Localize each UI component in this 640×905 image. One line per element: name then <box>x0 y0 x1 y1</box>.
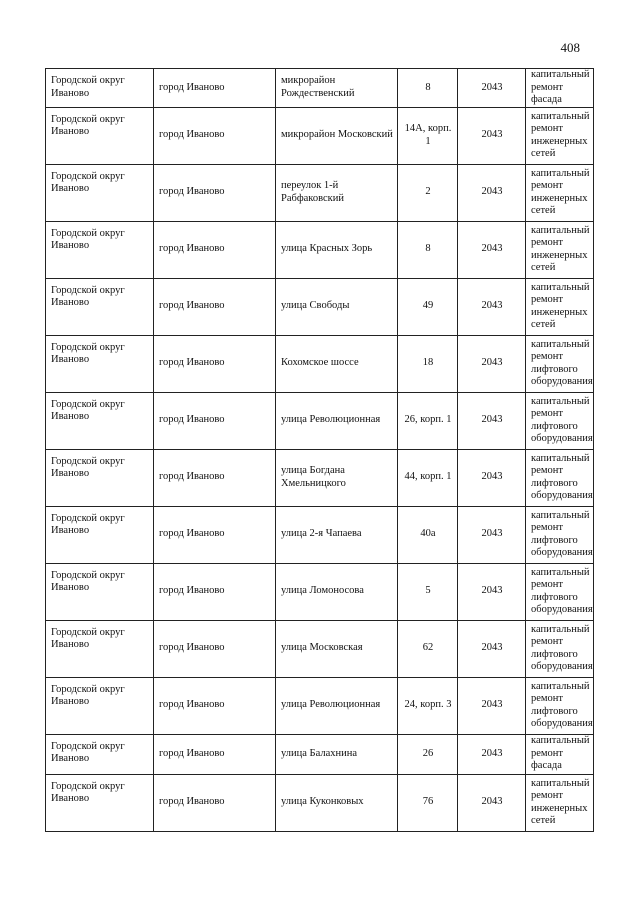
year-cell: 2043 <box>458 506 526 563</box>
year-cell: 2043 <box>458 164 526 221</box>
street-cell: улица Куконковых <box>276 774 398 831</box>
street-cell: улица Красных Зорь <box>276 221 398 278</box>
year-cell: 2043 <box>458 107 526 164</box>
municipality-cell: Городской округ Иваново <box>46 392 154 449</box>
table-row <box>46 734 594 774</box>
table-body <box>46 69 594 832</box>
house-number-cell: 26 <box>398 734 458 774</box>
table-row <box>46 335 594 392</box>
settlement-cell: город Иваново <box>154 506 276 563</box>
house-number-cell: 76 <box>398 774 458 831</box>
street-cell: улица Революционная <box>276 392 398 449</box>
street-cell: улица Революционная <box>276 677 398 734</box>
municipality-cell: Городской округ Иваново <box>46 164 154 221</box>
table-row <box>46 392 594 449</box>
table-row <box>46 774 594 831</box>
house-number-cell: 26, корп. 1 <box>398 392 458 449</box>
street-cell: микрорайон Рождественский <box>276 69 398 108</box>
house-number-cell: 62 <box>398 620 458 677</box>
settlement-cell: город Иваново <box>154 774 276 831</box>
house-number-cell: 49 <box>398 278 458 335</box>
work-type-cell: капитальный ремонт инженерных сетей <box>526 164 594 221</box>
work-type-cell: капитальный ремонт лифтового оборудования <box>526 677 594 734</box>
house-number-cell: 40а <box>398 506 458 563</box>
street-cell: Кохомское шоссе <box>276 335 398 392</box>
year-cell: 2043 <box>458 734 526 774</box>
municipality-cell: Городской округ Иваново <box>46 335 154 392</box>
table-row <box>46 69 594 108</box>
table-row <box>46 563 594 620</box>
year-cell: 2043 <box>458 620 526 677</box>
settlement-cell: город Иваново <box>154 278 276 335</box>
municipality-cell: Городской округ Иваново <box>46 278 154 335</box>
table-row <box>46 107 594 164</box>
work-type-cell: капитальный ремонт инженерных сетей <box>526 278 594 335</box>
work-type-cell: капитальный ремонт инженерных сетей <box>526 221 594 278</box>
street-cell: микрорайон Московский <box>276 107 398 164</box>
house-number-cell: 8 <box>398 221 458 278</box>
street-cell: улица Богдана Хмельницкого <box>276 449 398 506</box>
table-row <box>46 221 594 278</box>
work-type-cell: капитальный ремонт фасада <box>526 69 594 108</box>
municipality-cell: Городской округ Иваново <box>46 506 154 563</box>
street-cell: улица Свободы <box>276 278 398 335</box>
table-row <box>46 449 594 506</box>
work-type-cell: капитальный ремонт инженерных сетей <box>526 774 594 831</box>
year-cell: 2043 <box>458 392 526 449</box>
municipality-cell: Городской округ Иваново <box>46 107 154 164</box>
house-number-cell: 2 <box>398 164 458 221</box>
municipality-cell: Городской округ Иваново <box>46 69 154 108</box>
house-number-cell: 24, корп. 3 <box>398 677 458 734</box>
municipality-cell: Городской округ Иваново <box>46 774 154 831</box>
year-cell: 2043 <box>458 677 526 734</box>
settlement-cell: город Иваново <box>154 164 276 221</box>
work-type-cell: капитальный ремонт лифтового оборудования <box>526 620 594 677</box>
year-cell: 2043 <box>458 69 526 108</box>
house-number-cell: 5 <box>398 563 458 620</box>
street-cell: улица Ломоносова <box>276 563 398 620</box>
municipality-cell: Городской округ Иваново <box>46 677 154 734</box>
settlement-cell: город Иваново <box>154 107 276 164</box>
settlement-cell: город Иваново <box>154 563 276 620</box>
work-type-cell: капитальный ремонт лифтового оборудования <box>526 563 594 620</box>
table-row <box>46 164 594 221</box>
year-cell: 2043 <box>458 449 526 506</box>
year-cell: 2043 <box>458 278 526 335</box>
settlement-cell: город Иваново <box>154 335 276 392</box>
municipality-cell: Городской округ Иваново <box>46 449 154 506</box>
house-number-cell: 8 <box>398 69 458 108</box>
street-cell: улица Московская <box>276 620 398 677</box>
work-type-cell: капитальный ремонт лифтового оборудования <box>526 449 594 506</box>
year-cell: 2043 <box>458 221 526 278</box>
work-type-cell: капитальный ремонт инженерных сетей <box>526 107 594 164</box>
work-type-cell: капитальный ремонт лифтового оборудования <box>526 506 594 563</box>
street-cell: улица 2-я Чапаева <box>276 506 398 563</box>
municipality-cell: Городской округ Иваново <box>46 563 154 620</box>
page-number: 408 <box>560 40 580 55</box>
year-cell: 2043 <box>458 563 526 620</box>
table-row <box>46 620 594 677</box>
street-cell: улица Балахнина <box>276 734 398 774</box>
year-cell: 2043 <box>458 335 526 392</box>
work-type-cell: капитальный ремонт лифтового оборудования <box>526 335 594 392</box>
table-row <box>46 278 594 335</box>
table-row <box>46 506 594 563</box>
house-number-cell: 14А, корп. 1 <box>398 107 458 164</box>
year-cell: 2043 <box>458 774 526 831</box>
settlement-cell: город Иваново <box>154 677 276 734</box>
settlement-cell: город Иваново <box>154 449 276 506</box>
settlement-cell: город Иваново <box>154 620 276 677</box>
settlement-cell: город Иваново <box>154 221 276 278</box>
settlement-cell: город Иваново <box>154 69 276 108</box>
municipality-cell: Городской округ Иваново <box>46 221 154 278</box>
work-type-cell: капитальный ремонт фасада <box>526 734 594 774</box>
house-number-cell: 18 <box>398 335 458 392</box>
table-row <box>46 677 594 734</box>
work-type-cell: капитальный ремонт лифтового оборудования <box>526 392 594 449</box>
settlement-cell: город Иваново <box>154 392 276 449</box>
settlement-cell: город Иваново <box>154 734 276 774</box>
municipality-cell: Городской округ Иваново <box>46 620 154 677</box>
housing-repair-table <box>45 68 594 832</box>
street-cell: переулок 1-й Рабфаковский <box>276 164 398 221</box>
municipality-cell: Городской округ Иваново <box>46 734 154 774</box>
house-number-cell: 44, корп. 1 <box>398 449 458 506</box>
